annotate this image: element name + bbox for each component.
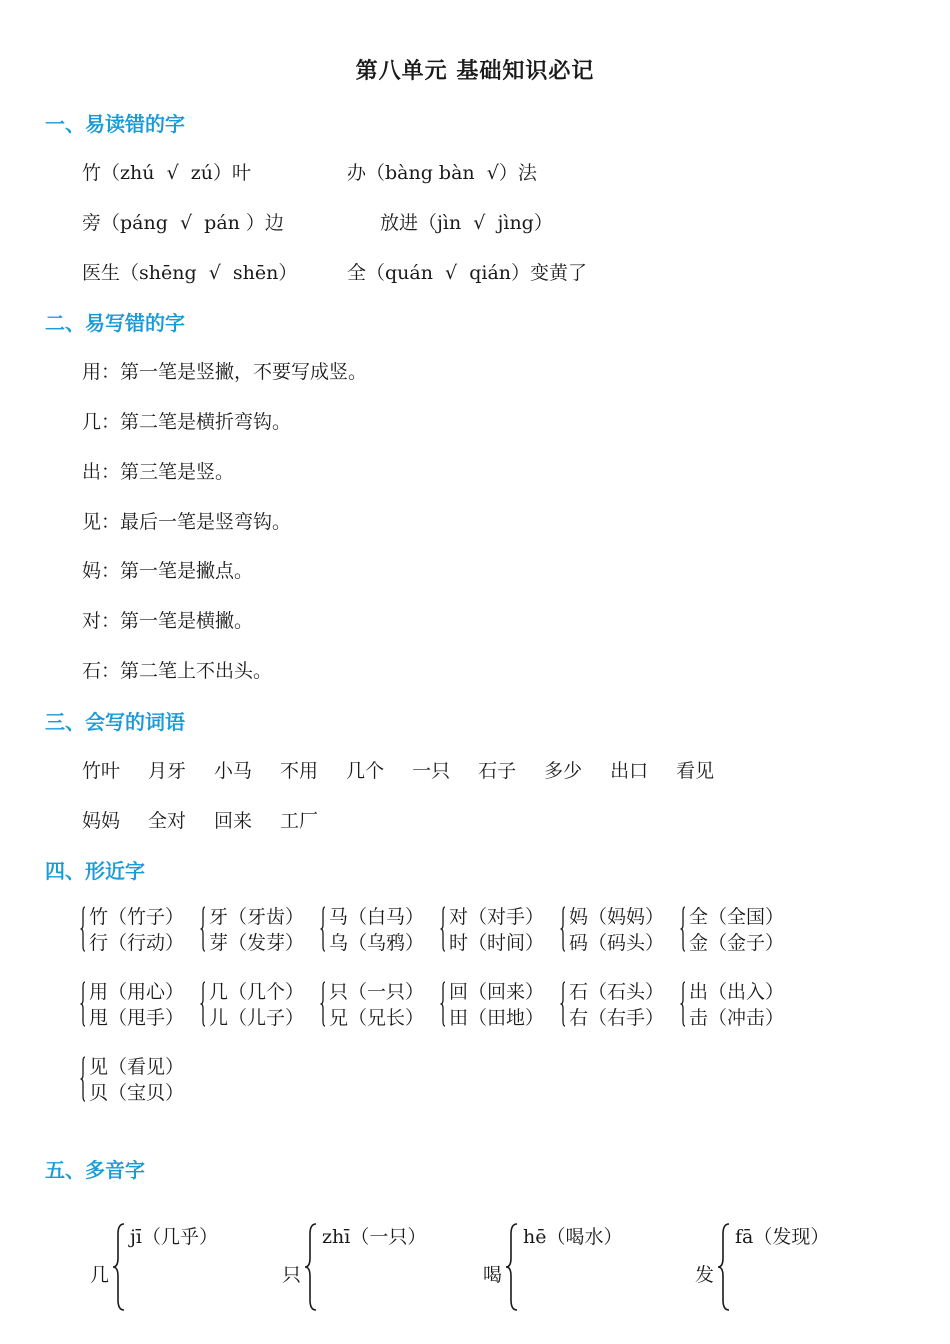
- misread-item: 办（bàng bàn √）法: [347, 162, 537, 184]
- word: 妈妈: [82, 810, 121, 832]
- word-list-row-1: [82, 756, 742, 783]
- similar-char-top: 只（一只）: [329, 981, 425, 1003]
- brace-icon: [80, 1056, 86, 1102]
- similar-char-bottom: 右（右手）: [569, 1007, 665, 1029]
- word: 不用: [280, 760, 319, 782]
- word: 出口: [610, 760, 649, 782]
- section-heading-similar: 四、形近字: [45, 859, 145, 883]
- similar-char-bottom: 行（行动）: [89, 932, 185, 954]
- similar-char-bottom: 儿（儿子）: [209, 1007, 305, 1029]
- brace-icon: [440, 981, 446, 1027]
- miswrite-item: 石：第二笔上不出头。: [82, 660, 273, 682]
- similar-char-bottom: 芽（发芽）: [209, 932, 305, 954]
- miswrite-item: 见：最后一笔是竖弯钩。: [82, 511, 292, 533]
- misread-item: 医生（shēng √ shēn）: [82, 262, 298, 284]
- similar-char-bottom: 贝（宝贝）: [89, 1082, 185, 1104]
- word: 回来: [214, 810, 253, 832]
- section-heading-polyphones: 五、多音字: [45, 1158, 145, 1182]
- miswrite-item: 几：第二笔是横折弯钩。: [82, 411, 292, 433]
- similar-char-bottom: 田（田地）: [449, 1007, 545, 1029]
- brace-icon: [80, 981, 86, 1027]
- similar-char-group: [440, 904, 544, 956]
- page-title: 第八单元 基础知识必记: [355, 59, 595, 84]
- similar-char-top: 几（几个）: [209, 981, 305, 1003]
- brace-icon: [717, 1222, 731, 1312]
- similar-char-group: [80, 904, 184, 956]
- similar-char-group: [560, 904, 664, 956]
- miswrite-item: 妈：第一笔是撇点。: [82, 560, 254, 582]
- brace-icon: [505, 1222, 519, 1312]
- similar-char-group: [440, 979, 544, 1031]
- similar-char-bottom: 乌（乌鸦）: [329, 932, 425, 954]
- word: 石子: [478, 760, 517, 782]
- section-heading-words: 三、会写的词语: [45, 710, 185, 734]
- miswrite-item: 出：第三笔是竖。: [82, 461, 235, 483]
- polyphone-char: 发: [695, 1264, 715, 1286]
- similar-char-top: 用（用心）: [89, 981, 185, 1003]
- polyphone-reading: jī（几乎）: [130, 1226, 218, 1248]
- brace-icon: [80, 906, 86, 952]
- similar-char-group: [80, 979, 184, 1031]
- brace-icon: [200, 981, 206, 1027]
- word: 看见: [676, 760, 715, 782]
- similar-char-top: 竹（竹子）: [89, 906, 185, 928]
- section-heading-miswrite: 二、易写错的字: [45, 311, 185, 335]
- similar-char-group: [680, 979, 784, 1031]
- similar-char-top: 对（对手）: [449, 906, 545, 928]
- polyphone-char: 只: [282, 1264, 302, 1286]
- brace-icon: [112, 1222, 126, 1312]
- similar-char-group: [560, 979, 664, 1031]
- miswrite-item: 用：第一笔是竖撇，不要写成竖。: [82, 361, 368, 383]
- similar-char-top: 石（石头）: [569, 981, 665, 1003]
- polyphone-reading: hē（喝水）: [523, 1226, 623, 1248]
- similar-char-bottom: 码（码头）: [569, 932, 665, 954]
- similar-char-group: [80, 1054, 184, 1106]
- similar-char-top: 马（白马）: [329, 906, 425, 928]
- similar-char-bottom: 金（金子）: [689, 932, 785, 954]
- section-heading-misread: 一、易读错的字: [45, 112, 185, 136]
- misread-item: 旁（páng √ pán ）边: [82, 212, 284, 234]
- similar-char-group: [680, 904, 784, 956]
- brace-icon: [320, 906, 326, 952]
- brace-icon: [320, 981, 326, 1027]
- word: 小马: [214, 760, 253, 782]
- brace-icon: [680, 906, 686, 952]
- misread-item: 全（quán √ qián）变黄了: [347, 262, 588, 284]
- word: 工厂: [280, 810, 319, 832]
- similar-char-top: 见（看见）: [89, 1056, 185, 1078]
- similar-char-bottom: 甩（甩手）: [89, 1007, 185, 1029]
- similar-char-top: 出（出入）: [689, 981, 785, 1003]
- word: 几个: [346, 760, 385, 782]
- word: 月牙: [148, 760, 187, 782]
- similar-char-bottom: 兄（兄长）: [329, 1007, 425, 1029]
- brace-icon: [440, 906, 446, 952]
- brace-icon: [200, 906, 206, 952]
- word: 竹叶: [82, 760, 121, 782]
- polyphone-char: 喝: [483, 1264, 503, 1286]
- brace-icon: [560, 906, 566, 952]
- brace-icon: [680, 981, 686, 1027]
- similar-char-top: 妈（妈妈）: [569, 906, 665, 928]
- similar-char-group: [320, 979, 424, 1031]
- similar-char-bottom: 击（冲击）: [689, 1007, 785, 1029]
- word: 多少: [544, 760, 583, 782]
- polyphone-char: 几: [90, 1264, 110, 1286]
- brace-icon: [304, 1222, 318, 1312]
- word-list-row-2: [82, 806, 346, 833]
- similar-char-group: [320, 904, 424, 956]
- word: 全对: [148, 810, 187, 832]
- similar-char-top: 牙（牙齿）: [209, 906, 305, 928]
- word: 一只: [412, 760, 451, 782]
- misread-item: 放进（jìn √ jìng）: [380, 212, 553, 234]
- misread-item: 竹（zhú √ zú）叶: [82, 162, 251, 184]
- similar-char-top: 全（全国）: [689, 906, 785, 928]
- miswrite-item: 对：第一笔是横撇。: [82, 610, 254, 632]
- similar-char-group: [200, 979, 304, 1031]
- brace-icon: [560, 981, 566, 1027]
- similar-char-group: [200, 904, 304, 956]
- similar-char-bottom: 时（时间）: [449, 932, 545, 954]
- polyphone-reading: fā（发现）: [735, 1226, 830, 1248]
- polyphone-reading: zhī（一只）: [322, 1226, 427, 1248]
- similar-char-top: 回（回来）: [449, 981, 545, 1003]
